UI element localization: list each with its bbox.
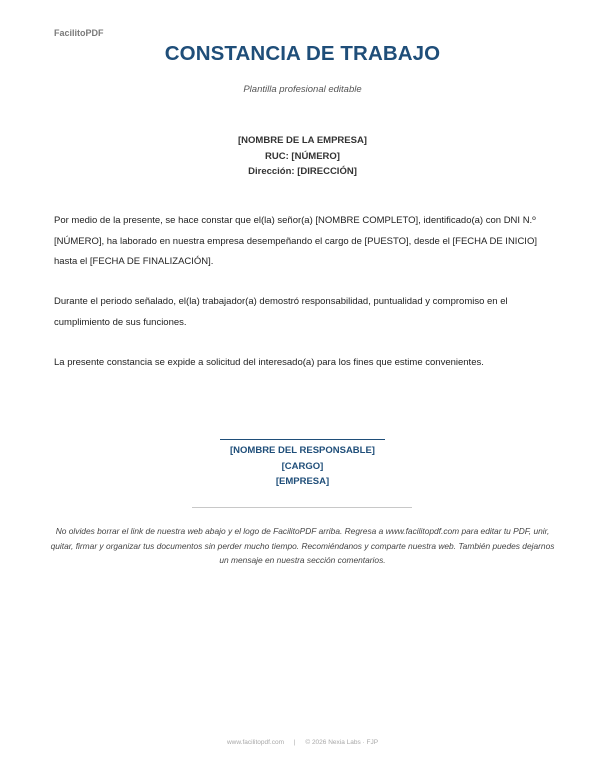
signer-company: [EMPRESA]	[275, 476, 330, 487]
company-ruc: RUC: [NÚMERO]	[265, 150, 340, 162]
footer-separator: |	[293, 739, 296, 746]
signer-name: [NOMBRE DEL RESPONSABLE]	[230, 445, 375, 456]
signature-line	[220, 439, 385, 440]
company-header	[0, 133, 605, 180]
paragraph-performance: Durante el periodo señalado, el(la) trabajador(a) demostró responsabilidad, puntualidad y compromiso en el cumplimiento de sus funciones.	[54, 296, 508, 328]
editor-note: No olvides borrar el link de nuestra web abajo y el logo de FacilitoPDF arriba. Regresa a www.facilitopdf.com para editar tu PDF, unir, quitar, firmar y organizar tus documentos sin perder mucho tiempo. Recomiéndanos y comparte nuestra web. También puedes dejarnos un mensaje en nuestra sección comentarios.	[50, 526, 555, 565]
document-subtitle: Plantilla profesional editable	[243, 84, 362, 95]
brand-logo: FacilitoPDF	[54, 28, 104, 38]
section-divider	[192, 507, 412, 508]
company-address: Dirección: [DIRECCIÓN]	[248, 166, 357, 177]
footer-copyright: © 2026 Nexia Labs · FJP	[305, 739, 379, 746]
signer-role: [CARGO]	[281, 460, 324, 472]
page-footer	[0, 739, 605, 746]
paragraph-employment-statement: Por medio de la presente, se hace constar que el(la) señor(a) [NOMBRE COMPLETO], identificado(a) con DNI N.º [NÚMERO], ha laborado en nuestra empresa desempeñando el cargo de [PUESTO], desde el [FECHA DE INICIO] hasta el [FECHA DE FINALIZACIÓN].	[54, 215, 537, 267]
document-title: CONSTANCIA DE TRABAJO	[164, 42, 441, 65]
company-name: [NOMBRE DE LA EMPRESA]	[238, 135, 367, 146]
signature-block	[0, 443, 605, 490]
footer-site-link[interactable]: www.facilitopdf.com	[226, 739, 285, 746]
paragraph-purpose: La presente constancia se expide a solicitud del interesado(a) para los fines que estime convenientes.	[54, 357, 484, 368]
